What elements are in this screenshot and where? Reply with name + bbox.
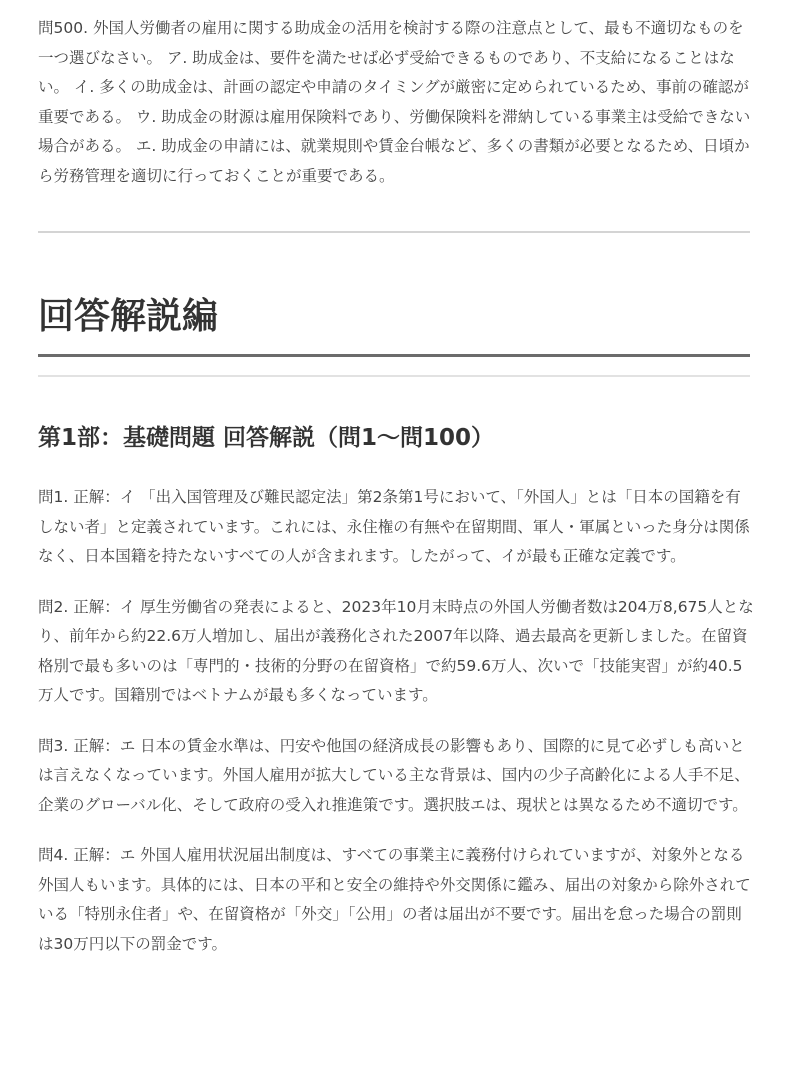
section-title: 回答解説編 — [38, 296, 219, 337]
divider-top — [38, 231, 750, 233]
section-title-underline — [38, 354, 750, 357]
answer-item-4: 問4. 正解：エ 外国人雇用状況届出制度は、すべての事業主に義務付けられていますが、対象外となる外国人もいます。具体的には、日本の平和と安全の維持や外交関係に鑑み、届出の対象から除外されている「特別永住者」や、在留資格が「外交」「公用」の者は届出が不要です。届出を怠った場合の罰則は30万円以下の罰金です。 — [38, 846, 751, 953]
question-500-text: 問500. 外国人労働者の雇用に関する助成金の活用を検討する際の注意点として、最も不適切なものを一つ選びなさい。 ア. 助成金は、要件を満たせば必ず受給できるものであり、不支給になることはない。 イ. 多くの助成金は、計画の認定や申請のタイミングが厳密に定められているため、事前の確認が重要である。 ウ. 助成金の財源は雇用保険料であり、労働保険料を滞納している事業主は受給できない場合がある。 エ. 助成金の申請には、就業規則や賃金台帳など、多くの書類が必要となるため、日頃から労務管理を適切に行っておくことが重要である。 — [38, 19, 751, 185]
answer-item-3: 問3. 正解：エ 日本の賃金水準は、円安や他国の経済成長の影響もあり、国際的に見て必ずしも高いとは言えなくなっています。外国人雇用が拡大している主な背景は、国内の少子高齢化による人手不足、企業のグローバル化、そして政府の受入れ推進策です。選択肢エは、現状とは異なるため不適切です。 — [38, 736, 750, 814]
answer-item-2: 問2. 正解：イ 厚生労働省の発表によると、2023年10月末時点の外国人労働者数は204万8,675人となり、前年から約22.6万人増加し、届出が義務化された2007年以降、過去最高を更新しました。在留資格別で最も多いのは「専門的・技術的分野の在留資格」で約59.6万人、次いで「技能実習」が約40.5万人です。国籍別ではベトナムが最も多くなっています。 — [38, 597, 754, 704]
answer-item-1: 問1. 正解：イ 「出入国管理及び難民認定法」第2条第1号において、「外国人」とは「日本の国籍を有しない者」と定義されています。これには、永住権の有無や在留期間、軍人・軍属といった身分は関係なく、日本国籍を持たないすべての人が含まれます。したがって、イが最も正確な定義です。 — [38, 488, 750, 565]
part-title: 第1部：基礎問題 回答解説（問1〜問100） — [38, 425, 495, 451]
divider-light — [38, 375, 750, 377]
answer-list — [38, 483, 754, 980]
